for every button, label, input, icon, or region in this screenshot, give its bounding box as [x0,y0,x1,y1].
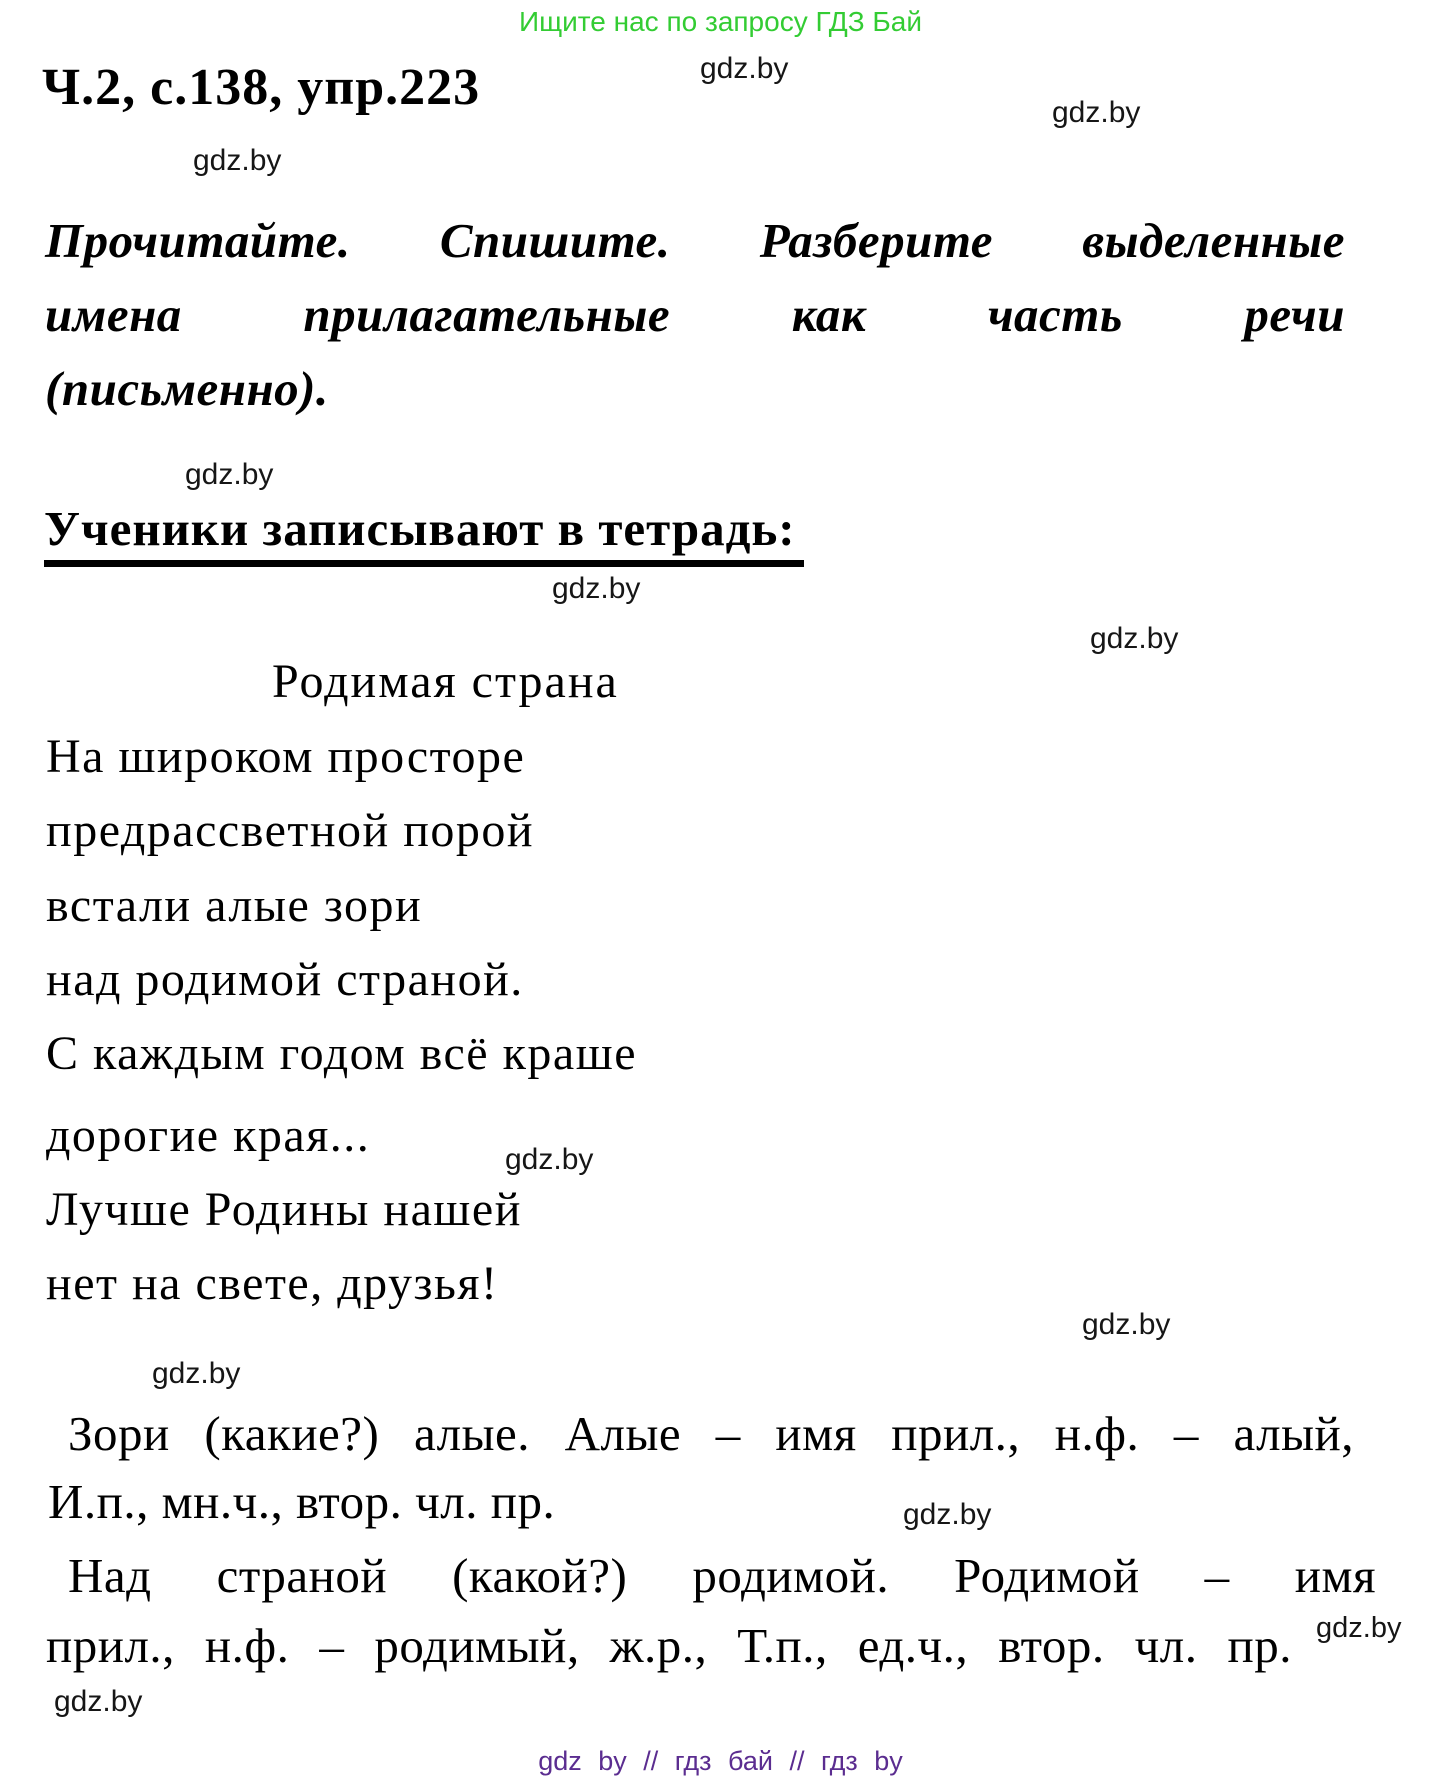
analysis-line: прил., н.ф. – родимый, ж.р., Т.п., ед.ч., втор. чл. пр. [46,1618,1292,1673]
gdz-watermark: gdz.by [1090,622,1179,655]
analysis-line: И.п., мн.ч., втор. чл. пр. [48,1474,556,1529]
analysis-line: Над страной (какой?) родимой. Родимой – имя [68,1548,1376,1603]
poem-line: предрассветной порой [46,804,535,857]
gdz-watermark: gdz.by [700,52,789,85]
poem-line: На широком просторе [46,730,526,783]
poem-line: дорогие края... [46,1109,371,1162]
gdz-watermark: gdz.by [54,1685,143,1718]
poem-line: над родимой страной. [46,953,524,1006]
gdz-watermark: gdz.by [903,1498,992,1531]
analysis-line: Зори (какие?) алые. Алые – имя прил., н.ф. – алый, [68,1406,1354,1461]
exercise-reference-title: Ч.2, с.138, упр.223 [42,59,481,116]
promo-banner-text: Ищите нас по запросу ГДЗ Бай [518,6,923,37]
instruction-line: имена прилагательные как часть речи [45,287,1345,342]
gdz-watermark: gdz.by [152,1357,241,1390]
poem-line: С каждым годом всё краше [46,1027,637,1080]
gdz-watermark: gdz.by [1082,1308,1171,1341]
gdz-watermark: gdz.by [185,458,274,491]
poem-line: встали алые зори [46,879,423,932]
footer-site-links: gdz by // гдз бай // гдз by [538,1746,903,1776]
gdz-watermark: gdz.by [1052,96,1141,129]
gdz-watermark: gdz.by [193,144,282,177]
poem-line: нет на свете, друзья! [46,1257,499,1310]
gdz-watermark-superscript: gdz.by [1316,1612,1402,1644]
poem-line: Лучше Родины нашей [46,1183,522,1236]
gdz-watermark: gdz.by [552,572,641,605]
gdz-watermark: gdz.by [505,1143,594,1176]
poem-title: Родимая страна [272,655,619,708]
instruction-line: Прочитайте. Спишите. Разберите выделенные [45,213,1345,268]
section-subheading: Ученики записывают в тетрадь: [44,500,804,567]
instruction-line: (письменно). [45,361,329,416]
